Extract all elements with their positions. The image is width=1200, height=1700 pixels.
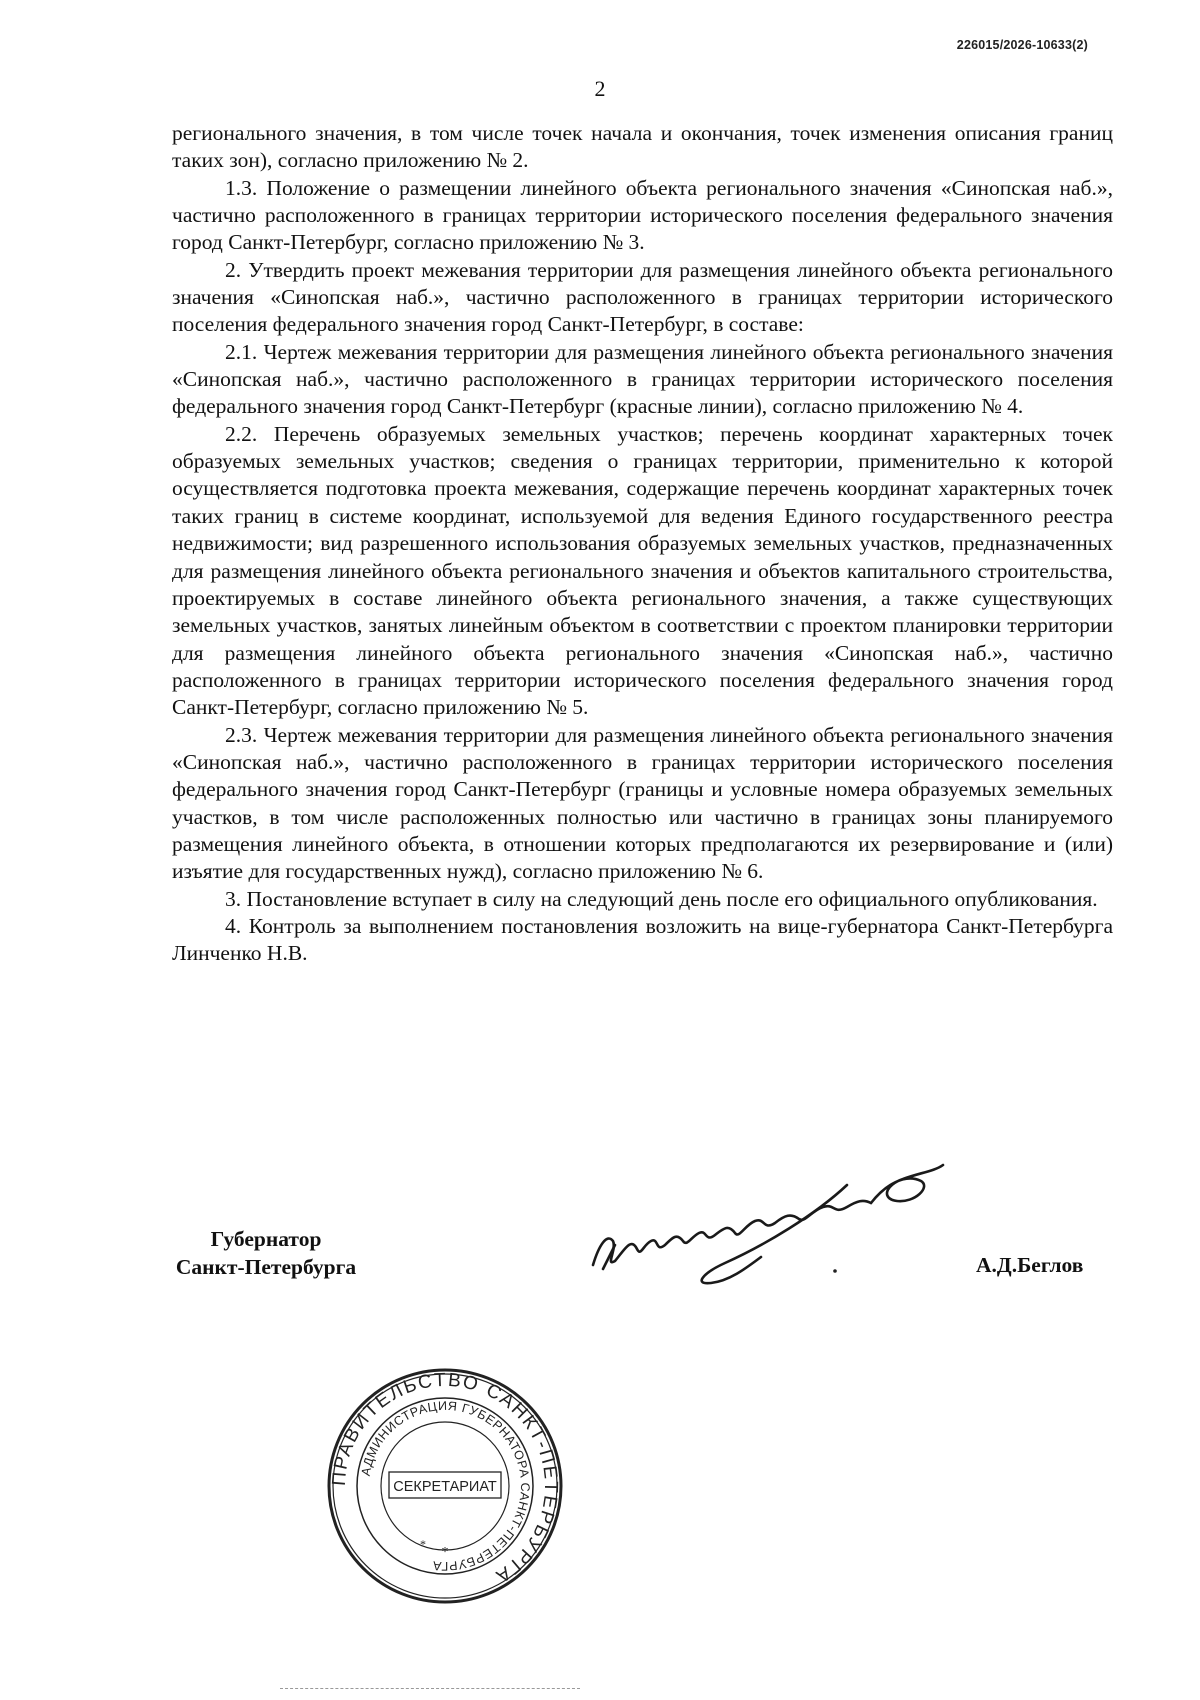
footer-divider	[280, 1688, 580, 1690]
paragraph-2: 2. Утвердить проект межевания территории для размещения линейного объекта регионального значения «Синопская наб.», частично расположенного в границах территории исторического поселения федерального значения город Санкт-Петербург, в составе:	[172, 257, 1113, 337]
paragraph-continuation: регионального значения, в том числе точек начала и окончания, точек изменения описания границ таких зон), согласно приложению № 2.	[172, 121, 1113, 173]
page-number: 2	[594, 76, 606, 101]
paragraph-2-3: 2.3. Чертеж межевания территории для размещения линейного объекта регионального значения «Синопская наб.», частично расположенного в границах территории исторического поселения федерального значения город Санкт-Петербург (границы и условные номера образуемых земельных участков, в том числе расположенных полностью или частично в границах зоны планируемого размещения линейного объекта, в отношении которых предполагаются их резервирование и (или) изъятие для государственных нужд), согласно приложению № 6.	[172, 722, 1113, 884]
svg-text:*: *	[420, 1537, 426, 1551]
signatory-name: А.Д.Беглов	[976, 1253, 1084, 1277]
seal-center-text: СЕКРЕТАРИАТ	[393, 1479, 497, 1495]
paragraph-1-3: 1.3. Положение о размещении линейного объекта регионального значения «Синопская наб.», частично расположенного в границах территории исторического поселения федерального значения город Санкт-Петербург, согласно приложению № 3.	[172, 175, 1113, 255]
paragraph-2-1: 2.1. Чертеж межевания территории для размещения линейного объекта регионального значения «Синопская наб.», частично расположенного в границах территории исторического поселения федерального значения город Санкт-Петербург (красные линии), согласно приложению № 4.	[172, 339, 1113, 419]
signatory-title-line-1: Губернатор	[210, 1227, 322, 1251]
seal-outer-text: ПРАВИТЕЛЬСТВО САНКТ-ПЕТЕРБУРГА	[328, 1369, 562, 1588]
signatory-title	[166, 1225, 366, 1281]
seal-inner-text: АДМИНИСТРАЦИЯ ГУБЕРНАТОРА САНКТ-ПЕТЕРБУРГА	[358, 1398, 533, 1574]
signatory-title-line-2: Санкт-Петербурга	[175, 1255, 357, 1279]
document-body	[172, 120, 1113, 968]
paragraph-3: 3. Постановление вступает в силу на следующий день после его официального опубликования.	[225, 886, 1098, 911]
paragraph-2-2: 2.2. Перечень образуемых земельных участков; перечень координат характерных точек образуемых земельных участков; сведения о границах территории, применительно к которой осуществляется подготовка проекта межевания, содержащие перечень координат характерных точек таких границ в системе координат, используемой для ведения Единого государственного реестра недвижимости; вид разрешенного использования образуемых земельных участков, предназначенных для размещения линейного объекта регионального значения и объектов капитального строительства, проектируемых в составе линейного объекта регионального значения, а также существующих земельных участков, занятых линейным объектом в соответствии с проектом планировки территории для размещения линейного объекта регионального значения «Синопская наб.», частично расположенного в границах территории исторического поселения федерального значения город Санкт-Петербург, согласно приложению № 5.	[172, 421, 1113, 720]
document-registration-number: 226015/2026-10633(2)	[956, 38, 1088, 52]
paragraph-4: 4. Контроль за выполнением постановления возложить на вице-губернатора Санкт-Петербурга Линченко Н.В.	[172, 913, 1113, 966]
svg-text:*: *	[441, 1545, 449, 1560]
official-seal	[325, 1366, 565, 1606]
handwritten-signature	[585, 1145, 965, 1295]
